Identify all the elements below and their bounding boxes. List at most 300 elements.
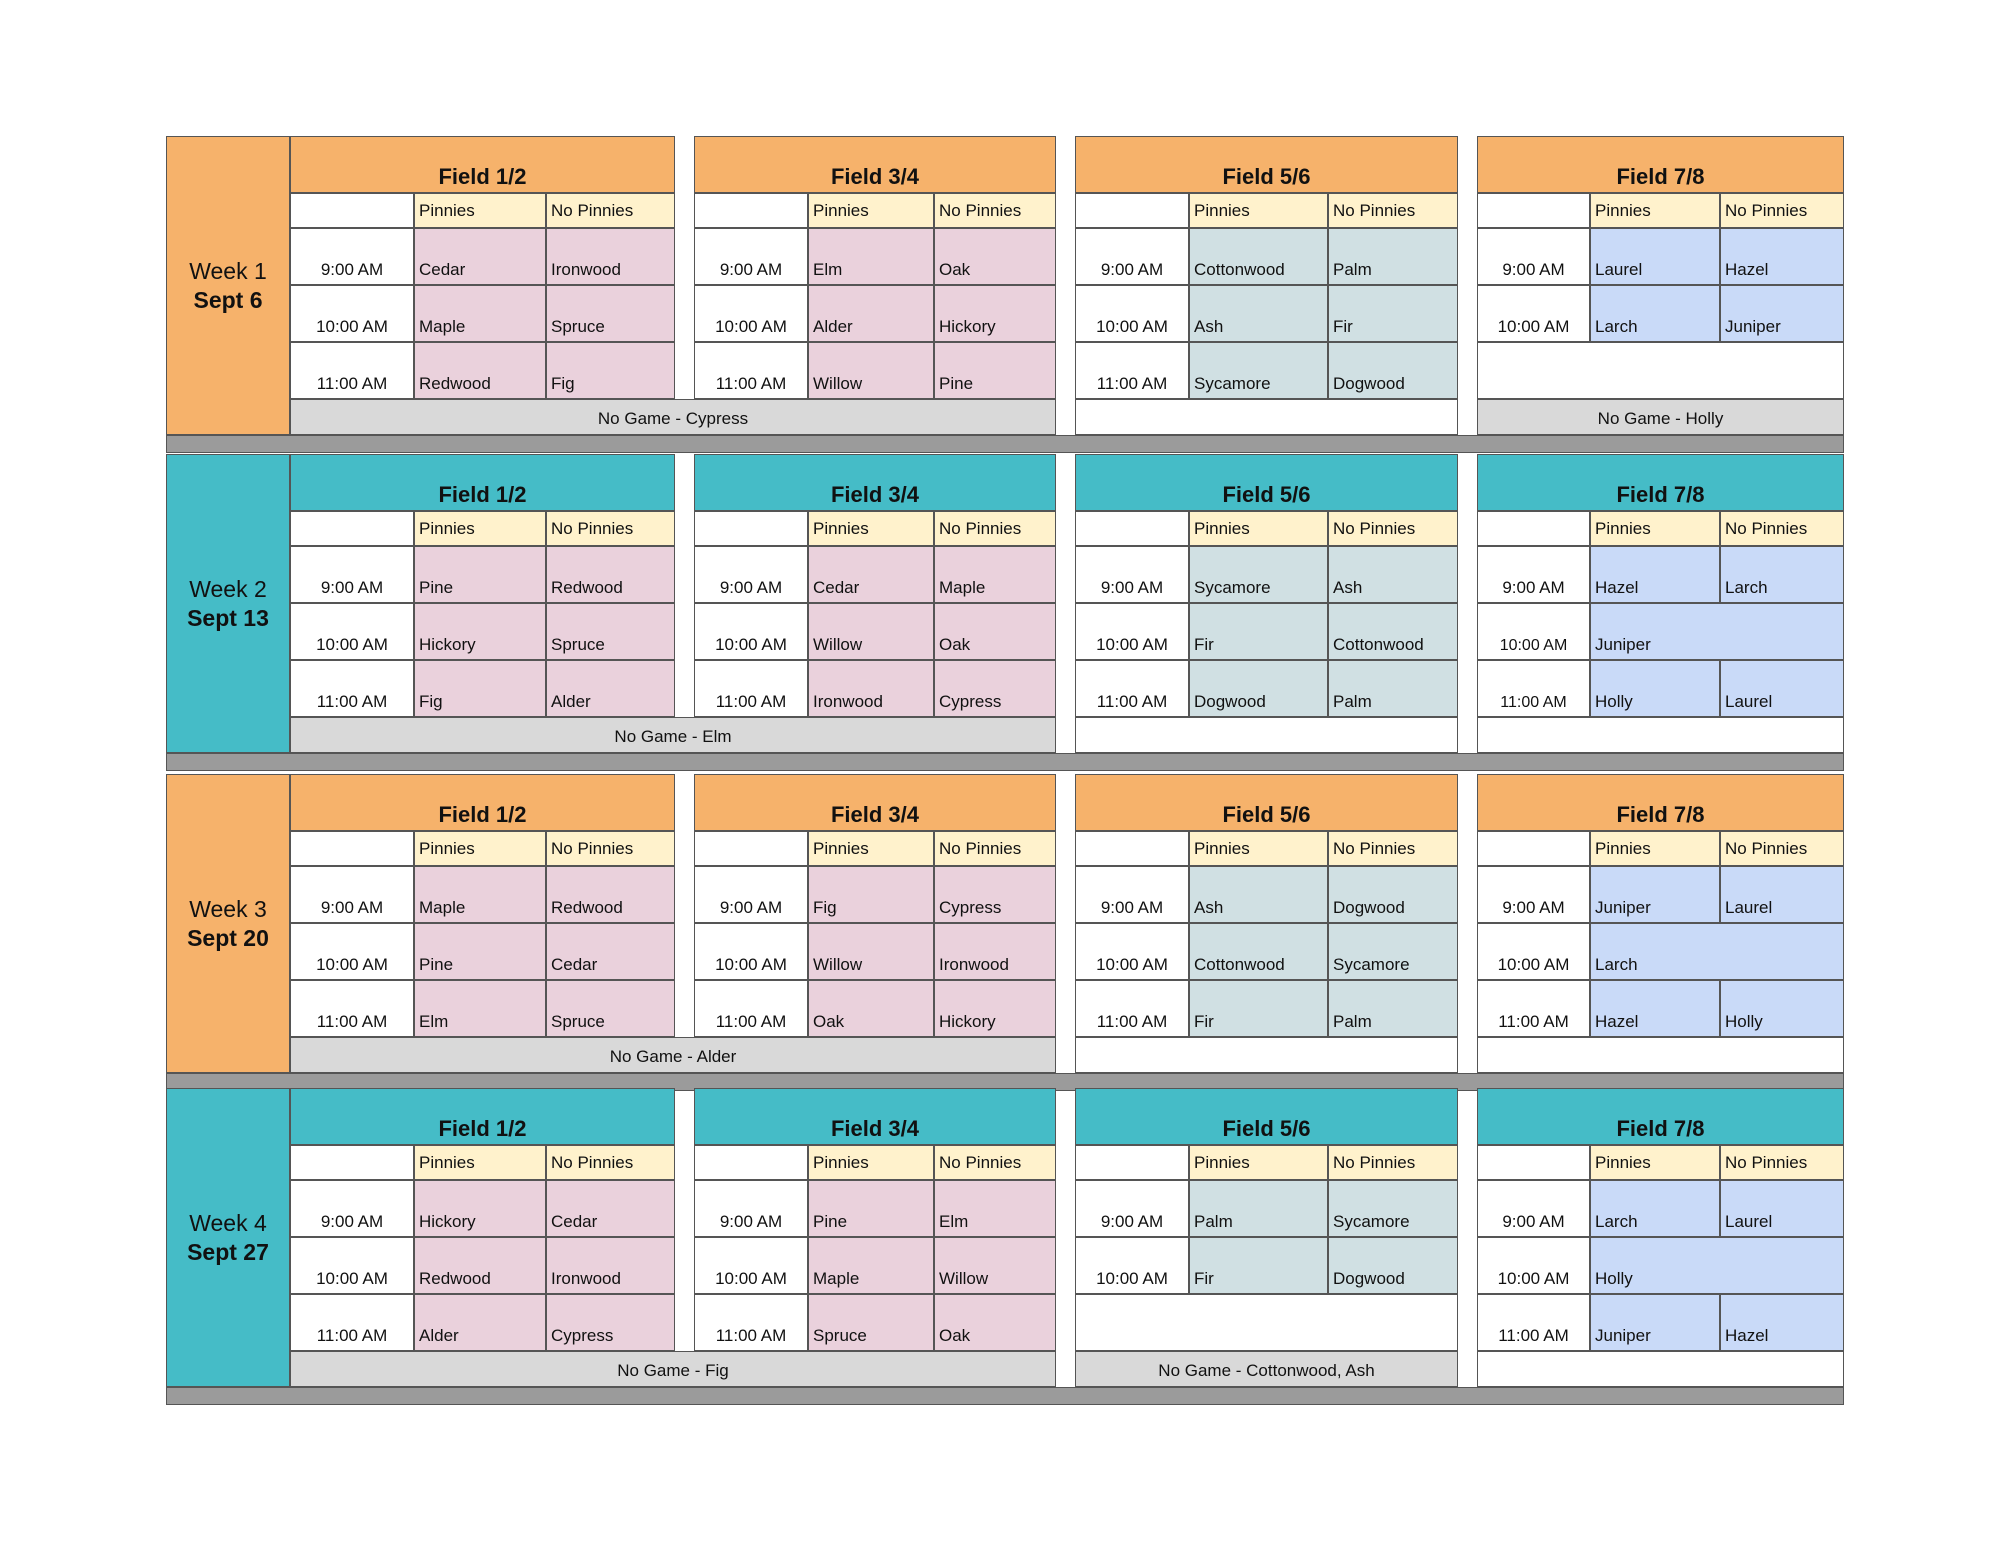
- empty-slot: [1075, 1294, 1458, 1351]
- no-game-note: [1477, 399, 1844, 435]
- note-blank: [1075, 1037, 1458, 1073]
- team-name: Sycamore: [1333, 955, 1410, 974]
- time-text: 9:00 AM: [320, 1212, 384, 1231]
- pinnies-header: [414, 511, 546, 546]
- field-title: [1477, 136, 1844, 193]
- team-pinnies: [414, 228, 546, 285]
- no-pinnies-label: No Pinnies: [1333, 518, 1416, 538]
- team-pinnies: [1189, 660, 1328, 717]
- team-name: Pine: [813, 1212, 848, 1231]
- time-header-blank: [1477, 831, 1590, 866]
- time-text: 10:00 AM: [1497, 317, 1570, 336]
- team-name: Sycamore: [1333, 1212, 1410, 1231]
- time-header-blank: [1477, 1145, 1590, 1180]
- no-game-note: [290, 1351, 1056, 1387]
- game-time: [1075, 285, 1189, 342]
- pinnies-label: Pinnies: [1595, 518, 1651, 538]
- team-pinnies: [1590, 1294, 1720, 1351]
- team-pinnies: [1590, 1237, 1844, 1294]
- pinnies-header: [1189, 831, 1328, 866]
- team-name: Elm: [813, 260, 843, 279]
- no-pinnies-header: [546, 193, 675, 228]
- no-pinnies-header: [934, 511, 1056, 546]
- time-text: 10:00 AM: [316, 955, 388, 974]
- team-name: Maple: [813, 1269, 860, 1288]
- pinnies-header: [808, 1145, 934, 1180]
- field-title: [1075, 774, 1458, 831]
- team-name: Ash: [1194, 898, 1224, 917]
- pinnies-label: Pinnies: [813, 200, 869, 220]
- team-no-pinnies: [546, 1294, 675, 1351]
- time-text: 11:00 AM: [715, 1326, 787, 1345]
- time-text: 9:00 AM: [320, 260, 384, 279]
- no-pinnies-header: [934, 831, 1056, 866]
- team-name: Juniper: [1595, 635, 1651, 654]
- game-time: [1075, 342, 1189, 399]
- no-pinnies-label: No Pinnies: [1333, 1152, 1416, 1172]
- team-name: Dogwood: [1194, 692, 1266, 711]
- time-text: 10:00 AM: [715, 317, 787, 336]
- team-no-pinnies: [1720, 980, 1844, 1037]
- no-pinnies-header: [1720, 511, 1844, 546]
- field-title: [694, 774, 1056, 831]
- week-number: Week 4: [189, 1209, 267, 1236]
- team-name: Ironwood: [813, 692, 883, 711]
- pinnies-label: Pinnies: [1194, 518, 1250, 538]
- field-title: [290, 1088, 675, 1145]
- pinnies-label: Pinnies: [813, 838, 869, 858]
- field-title: [694, 1088, 1056, 1145]
- time-header-blank: [694, 511, 808, 546]
- time-text: 11:00 AM: [1500, 694, 1567, 711]
- team-pinnies: [414, 923, 546, 980]
- field-name: Field 5/6: [1222, 482, 1311, 507]
- team-pinnies: [1189, 342, 1328, 399]
- time-header-blank: [290, 1145, 414, 1180]
- team-pinnies: [1189, 1180, 1328, 1237]
- game-time: [1477, 603, 1590, 660]
- team-no-pinnies: [546, 342, 675, 399]
- team-no-pinnies: [1720, 228, 1844, 285]
- game-time: [1075, 980, 1189, 1037]
- pinnies-label: Pinnies: [1194, 1152, 1250, 1172]
- team-name: Maple: [419, 898, 466, 917]
- team-name: Larch: [1595, 955, 1638, 974]
- team-name: Cottonwood: [1194, 955, 1285, 974]
- game-time: [1075, 866, 1189, 923]
- team-name: Redwood: [551, 578, 623, 597]
- team-name: Spruce: [551, 1012, 605, 1031]
- team-name: Spruce: [551, 317, 605, 336]
- team-no-pinnies: [1720, 660, 1844, 717]
- time-text: 11:00 AM: [1096, 692, 1168, 711]
- game-time: [694, 923, 808, 980]
- no-pinnies-label: No Pinnies: [1725, 838, 1808, 858]
- note-blank: [1075, 399, 1458, 435]
- time-text: 10:00 AM: [1499, 637, 1568, 654]
- time-text: 10:00 AM: [1096, 955, 1168, 974]
- team-name: Ironwood: [551, 1269, 621, 1288]
- no-pinnies-header: [934, 193, 1056, 228]
- time-text: 10:00 AM: [316, 635, 388, 654]
- team-pinnies: [414, 1237, 546, 1294]
- time-text: 11:00 AM: [316, 374, 388, 393]
- team-no-pinnies: [934, 342, 1056, 399]
- team-no-pinnies: [934, 1180, 1056, 1237]
- note-blank: [1477, 1037, 1844, 1073]
- pinnies-header: [1189, 193, 1328, 228]
- time-header-blank: [694, 193, 808, 228]
- team-pinnies: [414, 980, 546, 1037]
- game-time: [694, 285, 808, 342]
- no-game-text: No Game - Cottonwood, Ash: [1158, 1361, 1375, 1380]
- team-name: Oak: [939, 1326, 971, 1345]
- time-text: 10:00 AM: [1096, 1269, 1168, 1288]
- team-no-pinnies: [1328, 1180, 1458, 1237]
- note-blank: [1075, 717, 1458, 753]
- team-pinnies: [808, 866, 934, 923]
- game-time: [694, 603, 808, 660]
- no-game-note: [290, 399, 1056, 435]
- game-time: [290, 228, 414, 285]
- team-no-pinnies: [934, 603, 1056, 660]
- no-pinnies-header: [546, 1145, 675, 1180]
- team-name: Larch: [1595, 317, 1638, 336]
- week-separator: [166, 435, 1844, 453]
- team-name: Cedar: [551, 1212, 598, 1231]
- team-name: Oak: [939, 260, 971, 279]
- no-pinnies-label: No Pinnies: [1725, 518, 1808, 538]
- week-date: Sept 13: [187, 604, 269, 631]
- week-number: Week 2: [189, 575, 267, 602]
- no-game-text: No Game - Holly: [1597, 409, 1724, 428]
- team-name: Palm: [1333, 1012, 1372, 1031]
- time-text: 9:00 AM: [1100, 1212, 1164, 1231]
- note-blank: [1477, 1351, 1844, 1387]
- field-title: [290, 774, 675, 831]
- team-no-pinnies: [546, 660, 675, 717]
- game-time: [290, 285, 414, 342]
- team-pinnies: [1189, 980, 1328, 1037]
- field-title: [1075, 136, 1458, 193]
- team-pinnies: [414, 866, 546, 923]
- pinnies-label: Pinnies: [813, 518, 869, 538]
- team-pinnies: [1189, 603, 1328, 660]
- game-time: [290, 546, 414, 603]
- pinnies-label: Pinnies: [419, 1152, 475, 1172]
- team-name: Larch: [1595, 1212, 1638, 1231]
- team-no-pinnies: [546, 228, 675, 285]
- game-time: [1477, 1180, 1590, 1237]
- pinnies-header: [808, 831, 934, 866]
- team-no-pinnies: [1328, 546, 1458, 603]
- team-name: Larch: [1725, 578, 1768, 597]
- team-name: Pine: [419, 578, 454, 597]
- time-text: 10:00 AM: [715, 635, 787, 654]
- field-name: Field 7/8: [1616, 802, 1705, 827]
- time-text: 11:00 AM: [715, 1012, 787, 1031]
- field-name: Field 5/6: [1222, 164, 1311, 189]
- field-name: Field 7/8: [1616, 482, 1705, 507]
- team-name: Cypress: [939, 692, 1002, 711]
- week-separator: [166, 1387, 1844, 1405]
- team-name: Ash: [1194, 317, 1224, 336]
- team-name: Dogwood: [1333, 374, 1405, 393]
- week-label: [166, 774, 290, 1073]
- team-name: Maple: [419, 317, 466, 336]
- team-no-pinnies: [1328, 923, 1458, 980]
- note-blank: [1477, 717, 1844, 753]
- team-pinnies: [1189, 1237, 1328, 1294]
- team-no-pinnies: [934, 1294, 1056, 1351]
- game-time: [1477, 285, 1590, 342]
- field-name: Field 1/2: [438, 482, 527, 507]
- team-no-pinnies: [934, 923, 1056, 980]
- pinnies-header: [414, 831, 546, 866]
- time-text: 9:00 AM: [320, 578, 384, 597]
- field-title: [290, 454, 675, 511]
- team-no-pinnies: [1328, 603, 1458, 660]
- team-pinnies: [808, 228, 934, 285]
- team-no-pinnies: [1328, 866, 1458, 923]
- game-time: [694, 1180, 808, 1237]
- no-pinnies-label: No Pinnies: [1725, 1152, 1808, 1172]
- team-name: Fir: [1194, 1012, 1214, 1031]
- no-pinnies-label: No Pinnies: [1725, 200, 1808, 220]
- no-pinnies-label: No Pinnies: [1333, 200, 1416, 220]
- time-text: 9:00 AM: [1502, 578, 1565, 597]
- team-name: Juniper: [1595, 898, 1651, 917]
- team-no-pinnies: [934, 285, 1056, 342]
- team-pinnies: [1590, 866, 1720, 923]
- team-name: Fir: [1333, 317, 1353, 336]
- team-name: Redwood: [551, 898, 623, 917]
- team-no-pinnies: [1328, 342, 1458, 399]
- no-game-note: [290, 1037, 1056, 1073]
- team-name: Spruce: [813, 1326, 867, 1345]
- no-pinnies-header: [1328, 831, 1458, 866]
- no-pinnies-header: [546, 511, 675, 546]
- team-name: Hazel: [1725, 1326, 1769, 1345]
- team-pinnies: [414, 285, 546, 342]
- team-name: Hazel: [1725, 260, 1769, 279]
- time-text: 9:00 AM: [1100, 260, 1164, 279]
- time-text: 11:00 AM: [1096, 1012, 1168, 1031]
- no-pinnies-label: No Pinnies: [939, 838, 1022, 858]
- game-time: [290, 866, 414, 923]
- field-title: [1477, 774, 1844, 831]
- team-pinnies: [414, 1180, 546, 1237]
- team-no-pinnies: [934, 980, 1056, 1037]
- game-time: [290, 923, 414, 980]
- time-text: 9:00 AM: [1502, 260, 1565, 279]
- field-title: [1075, 454, 1458, 511]
- game-time: [1075, 660, 1189, 717]
- no-game-text: No Game - Alder: [609, 1047, 737, 1066]
- pinnies-label: Pinnies: [419, 518, 475, 538]
- team-no-pinnies: [546, 866, 675, 923]
- pinnies-label: Pinnies: [1595, 838, 1651, 858]
- team-pinnies: [808, 1180, 934, 1237]
- time-text: 10:00 AM: [316, 1269, 388, 1288]
- field-title: [694, 136, 1056, 193]
- team-name: Cypress: [551, 1326, 614, 1345]
- team-name: Cypress: [939, 898, 1002, 917]
- empty-slot: [1477, 342, 1844, 399]
- game-time: [1075, 1180, 1189, 1237]
- team-no-pinnies: [1720, 866, 1844, 923]
- team-no-pinnies: [1720, 285, 1844, 342]
- team-no-pinnies: [1720, 546, 1844, 603]
- game-time: [694, 1294, 808, 1351]
- time-text: 9:00 AM: [719, 1212, 783, 1231]
- game-time: [1477, 1237, 1590, 1294]
- time-text: 10:00 AM: [1096, 317, 1168, 336]
- no-pinnies-label: No Pinnies: [551, 838, 634, 858]
- team-pinnies: [1590, 603, 1844, 660]
- team-no-pinnies: [546, 1180, 675, 1237]
- time-text: 11:00 AM: [715, 692, 787, 711]
- no-pinnies-header: [546, 831, 675, 866]
- team-name: Fir: [1194, 1269, 1214, 1288]
- team-no-pinnies: [546, 980, 675, 1037]
- team-name: Holly: [1595, 692, 1633, 711]
- game-time: [1075, 1237, 1189, 1294]
- team-name: Laurel: [1725, 1212, 1773, 1231]
- field-name: Field 3/4: [830, 1116, 920, 1141]
- game-time: [694, 228, 808, 285]
- time-text: 10:00 AM: [1497, 1269, 1570, 1288]
- no-pinnies-header: [1720, 1145, 1844, 1180]
- team-no-pinnies: [546, 546, 675, 603]
- game-time: [290, 1180, 414, 1237]
- team-no-pinnies: [934, 660, 1056, 717]
- time-text: 11:00 AM: [316, 1012, 388, 1031]
- field-title: [1477, 1088, 1844, 1145]
- team-no-pinnies: [1328, 980, 1458, 1037]
- team-name: Oak: [939, 635, 971, 654]
- team-no-pinnies: [546, 603, 675, 660]
- no-game-note: [290, 717, 1056, 753]
- team-name: Hickory: [939, 317, 996, 336]
- field-name: Field 7/8: [1616, 164, 1705, 189]
- game-time: [694, 660, 808, 717]
- team-pinnies: [808, 980, 934, 1037]
- team-name: Laurel: [1725, 692, 1773, 711]
- pinnies-header: [1189, 1145, 1328, 1180]
- time-text: 10:00 AM: [715, 1269, 787, 1288]
- no-pinnies-header: [1328, 193, 1458, 228]
- team-pinnies: [1590, 660, 1720, 717]
- game-time: [290, 1294, 414, 1351]
- team-name: Fig: [551, 374, 575, 393]
- game-time: [290, 603, 414, 660]
- pinnies-header: [808, 511, 934, 546]
- time-text: 10:00 AM: [1096, 635, 1168, 654]
- no-pinnies-header: [934, 1145, 1056, 1180]
- game-time: [694, 1237, 808, 1294]
- field-name: Field 5/6: [1222, 802, 1311, 827]
- no-pinnies-label: No Pinnies: [551, 1152, 634, 1172]
- team-name: Cedar: [813, 578, 860, 597]
- pinnies-header: [414, 193, 546, 228]
- team-pinnies: [414, 1294, 546, 1351]
- team-pinnies: [414, 603, 546, 660]
- team-name: Willow: [813, 955, 863, 974]
- team-no-pinnies: [1720, 1294, 1844, 1351]
- team-name: Cedar: [551, 955, 598, 974]
- no-game-note: [1075, 1351, 1458, 1387]
- pinnies-label: Pinnies: [1194, 200, 1250, 220]
- team-name: Hazel: [1595, 578, 1639, 597]
- team-name: Sycamore: [1194, 578, 1271, 597]
- time-header-blank: [290, 511, 414, 546]
- pinnies-label: Pinnies: [1595, 200, 1651, 220]
- team-name: Elm: [939, 1212, 969, 1231]
- team-name: Hickory: [939, 1012, 996, 1031]
- field-title: [290, 136, 675, 193]
- game-time: [290, 342, 414, 399]
- team-name: Dogwood: [1333, 1269, 1405, 1288]
- pinnies-label: Pinnies: [813, 1152, 869, 1172]
- game-time: [1477, 1294, 1590, 1351]
- time-text: 9:00 AM: [1502, 1212, 1565, 1231]
- week-separator: [166, 753, 1844, 771]
- no-pinnies-header: [1720, 193, 1844, 228]
- time-text: 9:00 AM: [719, 260, 783, 279]
- field-name: Field 5/6: [1222, 1116, 1311, 1141]
- team-pinnies: [1189, 546, 1328, 603]
- no-game-text: No Game - Elm: [614, 727, 732, 746]
- no-pinnies-label: No Pinnies: [551, 200, 634, 220]
- week-date: Sept 20: [187, 924, 269, 951]
- team-pinnies: [808, 546, 934, 603]
- pinnies-header: [808, 193, 934, 228]
- team-name: Sycamore: [1194, 374, 1271, 393]
- no-pinnies-label: No Pinnies: [1333, 838, 1416, 858]
- team-pinnies: [1590, 228, 1720, 285]
- game-time: [290, 660, 414, 717]
- week-label: [166, 1088, 290, 1387]
- time-header-blank: [1075, 193, 1189, 228]
- no-pinnies-header: [1328, 1145, 1458, 1180]
- team-no-pinnies: [546, 923, 675, 980]
- pinnies-header: [1590, 831, 1720, 866]
- team-name: Pine: [419, 955, 454, 974]
- field-name: Field 1/2: [438, 1116, 527, 1141]
- team-name: Alder: [551, 692, 591, 711]
- team-pinnies: [1590, 546, 1720, 603]
- pinnies-label: Pinnies: [419, 200, 475, 220]
- team-no-pinnies: [934, 866, 1056, 923]
- time-text: 9:00 AM: [1100, 898, 1164, 917]
- game-time: [1075, 546, 1189, 603]
- week-number: Week 3: [189, 895, 267, 922]
- team-name: Oak: [813, 1012, 845, 1031]
- team-name: Hazel: [1595, 1012, 1639, 1031]
- team-pinnies: [1189, 228, 1328, 285]
- game-time: [1477, 228, 1590, 285]
- pinnies-label: Pinnies: [1194, 838, 1250, 858]
- time-text: 10:00 AM: [715, 955, 787, 974]
- team-name: Ironwood: [551, 260, 621, 279]
- time-text: 9:00 AM: [1502, 898, 1565, 917]
- game-time: [290, 980, 414, 1037]
- week-date: Sept 6: [193, 286, 263, 313]
- time-header-blank: [1075, 511, 1189, 546]
- game-time: [290, 1237, 414, 1294]
- team-pinnies: [1590, 1180, 1720, 1237]
